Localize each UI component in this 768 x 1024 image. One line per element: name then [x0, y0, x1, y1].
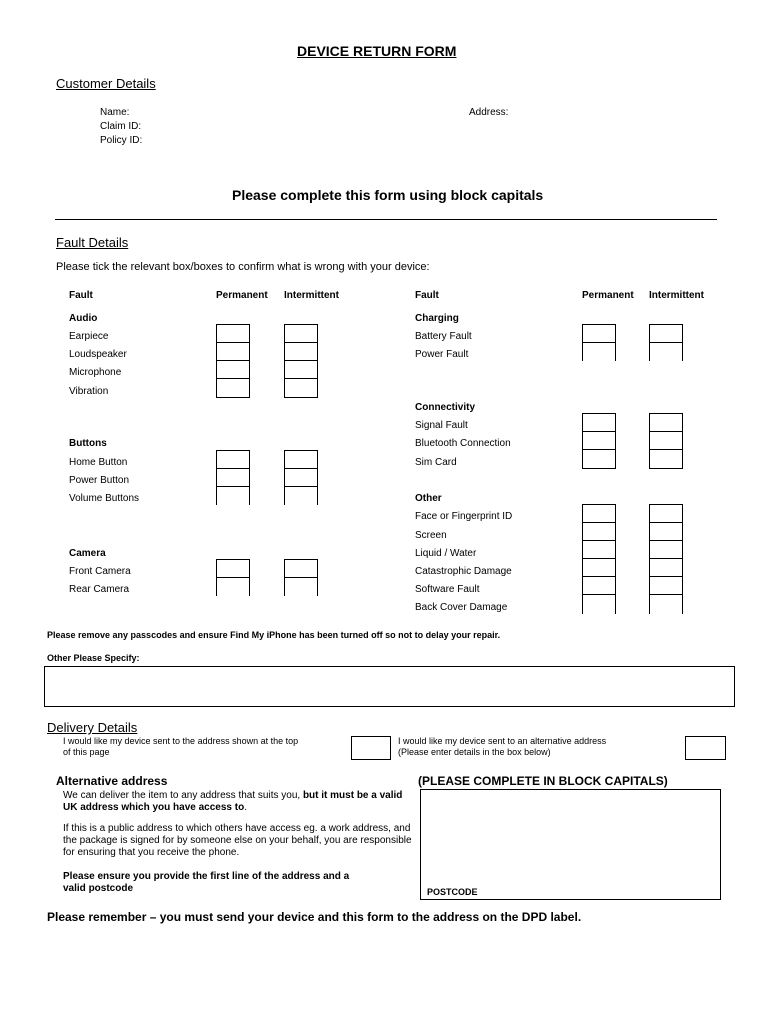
- front-camera-permanent-checkbox[interactable]: [216, 559, 250, 578]
- fault-battery: Battery Fault: [415, 331, 472, 342]
- fault-loudspeaker: Loudspeaker: [69, 349, 127, 360]
- other-specify-label: Other Please Specify:: [47, 653, 140, 663]
- alt-paragraph-1: We can deliver the item to any address that suits you, but it must be a valid UK address which you have access to.: [63, 790, 403, 813]
- col-permanent-right: Permanent: [582, 290, 634, 301]
- back-cover-permanent-checkbox[interactable]: [582, 594, 616, 614]
- fault-face-fingerprint: Face or Fingerprint ID: [415, 511, 513, 522]
- volume-buttons-permanent-checkbox[interactable]: [216, 486, 250, 505]
- passcode-note: Please remove any passcodes and ensure Find My iPhone has been turned off so not to delay your repair.: [47, 630, 501, 640]
- fault-software: Software Fault: [415, 584, 480, 595]
- delivery-option2-line2: (Please enter details in the box below): [398, 747, 551, 757]
- loudspeaker-permanent-checkbox[interactable]: [216, 342, 250, 361]
- group-charging: Charging: [415, 313, 459, 324]
- power-button-intermittent-checkbox[interactable]: [284, 468, 318, 487]
- fault-power-button: Power Button: [69, 475, 130, 486]
- page-title: DEVICE RETURN FORM: [297, 43, 457, 59]
- fault-front-camera: Front Camera: [69, 566, 131, 577]
- face-fingerprint-permanent-checkbox[interactable]: [582, 504, 616, 523]
- col-fault-right: Fault: [415, 290, 439, 301]
- fault-home-button: Home Button: [69, 457, 128, 468]
- liquid-intermittent-checkbox[interactable]: [649, 540, 683, 559]
- postcode-label: POSTCODE: [427, 887, 478, 897]
- earpiece-intermittent-checkbox[interactable]: [284, 324, 318, 343]
- delivery-option1-line2: of this page: [63, 747, 110, 757]
- group-camera: Camera: [69, 548, 106, 559]
- software-permanent-checkbox[interactable]: [582, 576, 616, 595]
- software-intermittent-checkbox[interactable]: [649, 576, 683, 595]
- home-button-intermittent-checkbox[interactable]: [284, 450, 318, 469]
- delivery-option1-line1: I would like my device sent to the address shown at the top: [63, 736, 299, 746]
- rear-camera-intermittent-checkbox[interactable]: [284, 577, 318, 596]
- name-label: Name:: [100, 107, 130, 118]
- delivery-details-heading: Delivery Details: [47, 720, 138, 735]
- signal-permanent-checkbox[interactable]: [582, 413, 616, 432]
- microphone-intermittent-checkbox[interactable]: [284, 360, 318, 379]
- bluetooth-permanent-checkbox[interactable]: [582, 431, 616, 450]
- fault-earpiece: Earpiece: [69, 331, 109, 342]
- alt-paragraph-2: If this is a public address to which others have access eg. a work address, and the package is signed for by someone else on your behalf, you are responsible for ensuring that you receive the phone.: [63, 823, 412, 858]
- loudspeaker-intermittent-checkbox[interactable]: [284, 342, 318, 361]
- home-button-permanent-checkbox[interactable]: [216, 450, 250, 469]
- fault-microphone: Microphone: [69, 367, 122, 378]
- col-permanent-left: Permanent: [216, 290, 268, 301]
- group-other: Other: [415, 493, 442, 504]
- back-cover-intermittent-checkbox[interactable]: [649, 594, 683, 614]
- battery-intermittent-checkbox[interactable]: [649, 324, 683, 343]
- fault-bluetooth: Bluetooth Connection: [415, 438, 511, 449]
- fault-details-heading: Fault Details: [56, 235, 129, 250]
- alternative-address-textbox[interactable]: [420, 789, 721, 900]
- fault-screen: Screen: [415, 530, 447, 541]
- alternative-address-heading: Alternative address: [56, 774, 168, 788]
- liquid-permanent-checkbox[interactable]: [582, 540, 616, 559]
- microphone-permanent-checkbox[interactable]: [216, 360, 250, 379]
- fault-volume-buttons: Volume Buttons: [69, 493, 140, 504]
- volume-buttons-intermittent-checkbox[interactable]: [284, 486, 318, 505]
- group-audio: Audio: [69, 313, 98, 324]
- catastrophic-permanent-checkbox[interactable]: [582, 558, 616, 577]
- fault-vibration: Vibration: [69, 386, 109, 397]
- fault-intro: Please tick the relevant box/boxes to confirm what is wrong with your device:: [56, 261, 430, 273]
- signal-intermittent-checkbox[interactable]: [649, 413, 683, 432]
- bluetooth-intermittent-checkbox[interactable]: [649, 431, 683, 450]
- delivery-option2-line1: I would like my device sent to an alternative address: [398, 736, 607, 746]
- sim-card-intermittent-checkbox[interactable]: [649, 449, 683, 469]
- fault-power: Power Fault: [415, 349, 469, 360]
- delivery-option2-checkbox[interactable]: [685, 736, 726, 760]
- col-intermittent-left: Intermittent: [284, 290, 339, 301]
- group-buttons: Buttons: [69, 438, 107, 449]
- power-button-permanent-checkbox[interactable]: [216, 468, 250, 487]
- fault-sim-card: Sim Card: [415, 457, 457, 468]
- customer-details-heading: Customer Details: [56, 76, 156, 91]
- group-connectivity: Connectivity: [415, 402, 476, 413]
- screen-permanent-checkbox[interactable]: [582, 522, 616, 541]
- vibration-permanent-checkbox[interactable]: [216, 378, 250, 398]
- block-capitals-heading: (PLEASE COMPLETE IN BLOCK CAPITALS): [418, 774, 668, 788]
- fault-signal: Signal Fault: [415, 420, 468, 431]
- power-fault-intermittent-checkbox[interactable]: [649, 342, 683, 361]
- reminder-text: Please remember – you must send your device and this form to the address on the DPD label.: [47, 910, 582, 924]
- front-camera-intermittent-checkbox[interactable]: [284, 559, 318, 578]
- earpiece-permanent-checkbox[interactable]: [216, 324, 250, 343]
- alt-paragraph-3: Please ensure you provide the first line of the address and a valid postcode: [63, 871, 350, 894]
- policy-id-label: Policy ID:: [100, 135, 143, 146]
- address-label: Address:: [469, 107, 509, 118]
- col-fault-left: Fault: [69, 290, 93, 301]
- fault-catastrophic: Catastrophic Damage: [415, 566, 512, 577]
- claim-id-label: Claim ID:: [100, 121, 142, 132]
- fault-rear-camera: Rear Camera: [69, 584, 130, 595]
- vibration-intermittent-checkbox[interactable]: [284, 378, 318, 398]
- divider: [55, 219, 717, 220]
- col-intermittent-right: Intermittent: [649, 290, 704, 301]
- screen-intermittent-checkbox[interactable]: [649, 522, 683, 541]
- sim-card-permanent-checkbox[interactable]: [582, 449, 616, 469]
- delivery-option1-checkbox[interactable]: [351, 736, 391, 760]
- catastrophic-intermittent-checkbox[interactable]: [649, 558, 683, 577]
- fault-back-cover: Back Cover Damage: [415, 602, 508, 613]
- block-capitals-instruction: Please complete this form using block capitals: [232, 187, 544, 203]
- battery-permanent-checkbox[interactable]: [582, 324, 616, 343]
- rear-camera-permanent-checkbox[interactable]: [216, 577, 250, 596]
- power-fault-permanent-checkbox[interactable]: [582, 342, 616, 361]
- other-specify-textbox[interactable]: [44, 666, 735, 707]
- face-fingerprint-intermittent-checkbox[interactable]: [649, 504, 683, 523]
- fault-liquid-water: Liquid / Water: [415, 548, 477, 559]
